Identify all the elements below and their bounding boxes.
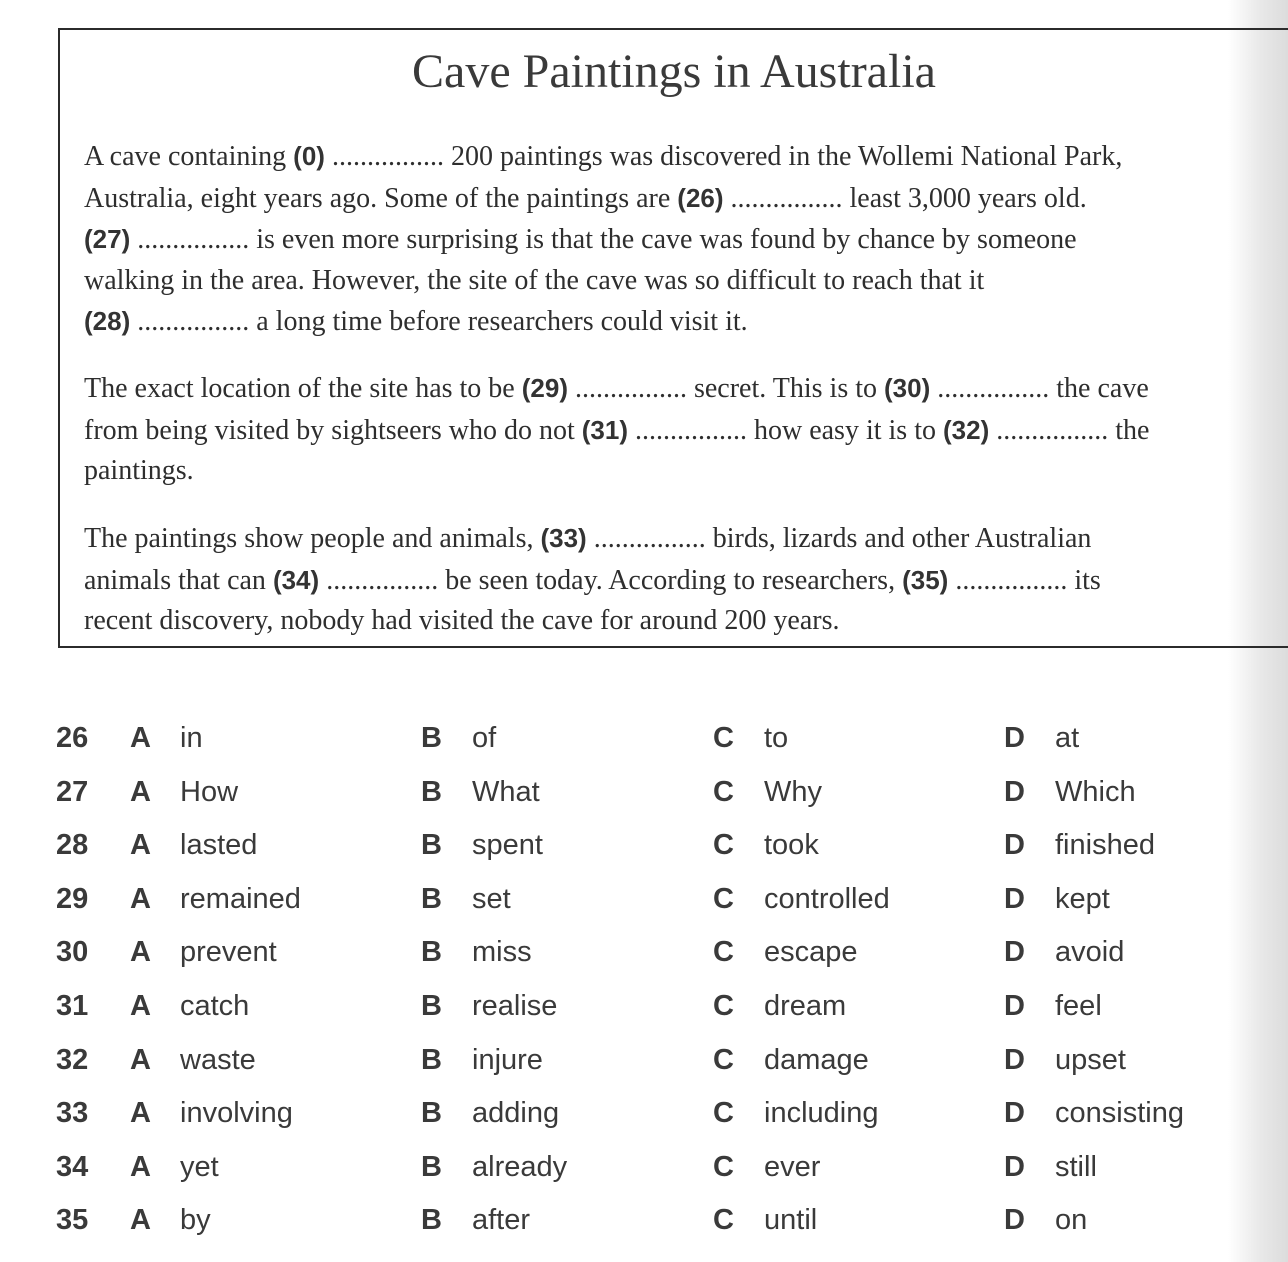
option-b: set [472,882,511,915]
passage-line [84,601,1288,642]
option-b: realise [472,990,558,1022]
option-letter-c: C [713,722,734,754]
passage-title: Cave Paintings in Australia [412,45,936,98]
passage-line [84,301,1288,343]
option-a: involving [180,1097,293,1130]
option-letter-b: B [421,882,442,915]
passage-line [84,451,1288,492]
option-a: yet [180,1150,219,1183]
option-letter-b: B [421,722,442,754]
paragraph-2 [84,368,1288,492]
option-d: finished [1055,829,1155,862]
option-letter-a: A [130,829,151,862]
option-d: at [1055,722,1080,754]
gap-number: (26) [677,182,724,213]
option-letter-a: A [130,1043,151,1076]
option-letter-c: C [713,990,734,1022]
option-letter-c: C [713,1150,734,1183]
question-row-34 [0,1151,1288,1205]
gap-number: (0) [293,141,325,171]
option-letter-d: D [1004,1097,1025,1130]
passage-box [58,28,1288,648]
question-number: 33 [56,1097,89,1130]
gap-number: (30) [884,373,931,403]
passage-text: ................ be seen today. According to researchers, [319,564,903,596]
paragraph-1 [84,136,1288,343]
option-letter-d: D [1004,829,1025,862]
passage-text: ................ is even more surprising is that the cave was found by chance by someone [130,224,1077,255]
passage-text: ................ how easy it is to [627,414,943,446]
passage-text: ................ secret. This is to [567,373,884,404]
option-letter-c: C [713,1043,734,1076]
option-d: kept [1055,882,1110,915]
passage-text: ................ the cave [930,373,1149,404]
question-row-26 [0,722,1288,776]
option-letter-b: B [421,775,442,808]
gap-number: (27) [84,224,131,254]
option-letter-c: C [713,829,734,862]
option-a: waste [180,1043,256,1076]
question-row-31 [0,990,1288,1044]
question-number: 32 [56,1043,89,1076]
option-letter-b: B [421,1043,442,1076]
question-row-33 [0,1097,1288,1151]
passage-text: animals that can [84,564,273,596]
passage-text: The paintings show people and animals, [84,523,541,554]
option-b: adding [472,1097,560,1130]
option-c: escape [764,936,858,969]
option-letter-b: B [421,1150,442,1183]
option-letter-c: C [713,936,734,969]
option-letter-a: A [130,775,151,808]
question-row-30 [0,936,1288,990]
option-c: to [764,722,789,754]
option-c: ever [764,1150,821,1183]
option-a: How [180,775,239,808]
option-a: in [180,722,203,754]
option-b: injure [472,1043,543,1076]
option-letter-d: D [1004,775,1025,808]
option-letter-d: D [1004,882,1025,915]
option-letter-d: D [1004,936,1025,969]
passage-text: recent discovery, nobody had visited the cave for around 200 years. [84,605,840,636]
question-number: 34 [56,1150,89,1183]
passage-text: ................ 200 paintings was discovered in the Wollemi National Park, [324,141,1123,172]
question-row-27 [0,776,1288,830]
option-b: miss [472,936,532,969]
option-d: on [1055,1204,1088,1237]
option-letter-d: D [1004,1204,1025,1237]
gap-number: (32) [942,414,990,445]
gap-number: (33) [540,523,587,553]
option-a: prevent [180,936,277,969]
question-number: 30 [56,936,89,969]
passage-line [84,219,1288,261]
option-d: avoid [1055,936,1125,969]
question-row-28 [0,829,1288,883]
option-c: controlled [764,882,890,915]
passage-text: Australia, eight years ago. Some of the paintings are [84,182,678,214]
option-c: including [764,1097,879,1130]
passage-text: paintings. [84,455,194,486]
passage-line [84,560,1288,602]
option-letter-b: B [421,936,442,969]
option-letter-a: A [130,882,151,915]
gap-number: (31) [581,414,628,445]
option-b: after [472,1204,531,1237]
passage-line [84,368,1288,410]
option-a: lasted [180,829,258,862]
question-row-32 [0,1044,1288,1098]
gap-number: (35) [902,564,949,595]
passage-text: walking in the area. However, the site of the cave was so difficult to reach that it [84,264,985,296]
passage-text: ................ birds, lizards and other Australian [586,523,1092,554]
option-a: by [180,1204,211,1237]
option-letter-d: D [1004,722,1025,754]
question-number: 35 [56,1204,89,1237]
option-c: dream [764,990,847,1022]
question-row-35 [0,1204,1288,1258]
option-letter-c: C [713,775,734,808]
passage-line [84,410,1288,452]
option-b: already [472,1150,568,1183]
passage-line [84,178,1288,220]
option-d: feel [1055,990,1102,1022]
option-d: Which [1055,775,1136,808]
option-letter-d: D [1004,990,1025,1022]
option-c: damage [764,1043,869,1076]
option-c: took [764,829,819,862]
passage-text: The exact location of the site has to be [84,373,522,404]
option-letter-a: A [130,990,151,1022]
question-number: 31 [56,990,89,1022]
option-d: still [1055,1150,1097,1183]
option-a: catch [180,990,250,1022]
option-letter-b: B [421,1097,442,1130]
passage-line [84,518,1288,560]
passage-text: ................ the [989,414,1150,446]
option-letter-c: C [713,1204,734,1237]
option-letter-a: A [130,722,151,754]
question-number: 28 [56,829,89,862]
gap-number: (29) [521,373,568,403]
passage-text: ................ its [948,564,1101,596]
option-letter-a: A [130,1204,151,1237]
option-letter-a: A [130,1097,151,1130]
paragraph-3 [84,518,1288,642]
gap-number: (28) [84,306,131,336]
question-number: 27 [56,775,89,808]
option-letter-c: C [713,882,734,915]
question-number: 26 [56,722,89,754]
question-number: 29 [56,882,89,915]
passage-line [84,136,1288,178]
option-letter-b: B [421,990,442,1022]
option-a: remained [180,882,301,915]
option-b: spent [472,829,543,862]
question-row-29 [0,883,1288,937]
option-letter-d: D [1004,1150,1025,1183]
option-letter-b: B [421,829,442,862]
option-b: What [472,775,540,808]
option-b: of [472,722,497,754]
passage-text: from being visited by sightseers who do not [84,414,582,446]
passage-line [84,261,1288,302]
option-letter-c: C [713,1097,734,1130]
option-letter-a: A [130,1150,151,1183]
gap-number: (34) [272,564,320,595]
option-d: consisting [1055,1097,1184,1130]
passage-text: ................ a long time before researchers could visit it. [130,306,748,337]
passage-text: A cave containing [84,141,294,172]
passage-text: ................ least 3,000 years old. [723,182,1087,214]
option-letter-d: D [1004,1043,1025,1076]
option-letter-b: B [421,1204,442,1237]
option-c: Why [764,775,822,808]
option-d: upset [1055,1043,1126,1076]
option-c: until [764,1204,818,1237]
option-letter-a: A [130,936,151,969]
